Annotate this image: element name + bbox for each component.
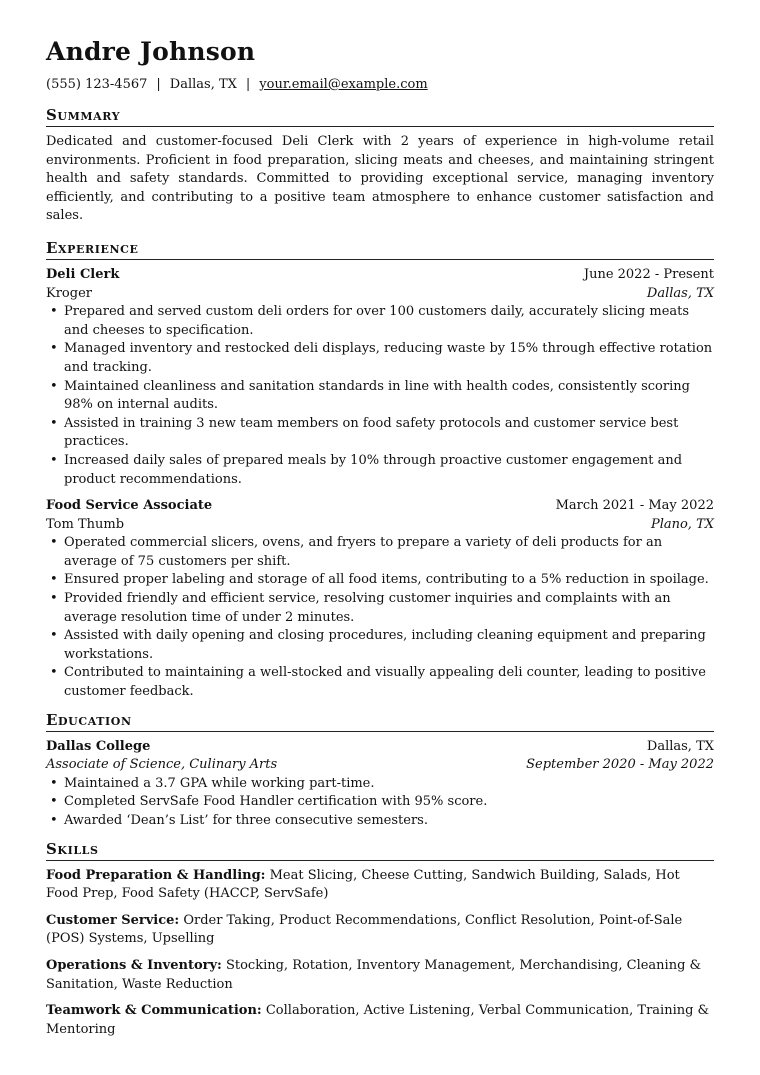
job-bullets bbox=[46, 534, 714, 701]
education-bullets bbox=[46, 775, 714, 831]
job-bullets bbox=[46, 303, 714, 489]
phone-number: (555) 123-4567 bbox=[46, 77, 148, 92]
degree: Associate of Science, Culinary Arts bbox=[46, 757, 278, 773]
skill-item bbox=[46, 1002, 714, 1039]
skill-label: Operations & Inventory: bbox=[46, 957, 222, 973]
list-item: • Completed ServSafe Food Handler certification with 95% score. bbox=[46, 793, 714, 812]
skill-item bbox=[46, 912, 714, 949]
skill-text: Collaboration, Active Listening, Verbal Communication, Training & Mentoring bbox=[46, 1003, 710, 1037]
list-item: • Assisted in training 3 new team members on food safety protocols and customer service best practices. bbox=[46, 415, 714, 452]
summary-section bbox=[46, 105, 714, 226]
list-item: • Operated commercial slicers, ovens, and fryers to prepare a variety of deli products for an average of 75 customers per shift. bbox=[46, 534, 714, 571]
candidate-name: Andre Johnson bbox=[46, 37, 256, 66]
email-link[interactable]: your.email@example.com bbox=[259, 77, 428, 92]
list-item: • Contributed to maintaining a well-stocked and visually appealing deli counter, leading to positive customer feedback. bbox=[46, 664, 714, 701]
job-location: Dallas, TX bbox=[646, 285, 714, 301]
job-header-row bbox=[46, 266, 714, 285]
job-location: Plano, TX bbox=[650, 516, 714, 532]
list-item: • Increased daily sales of prepared meals by 10% through proactive customer engagement and product recommendations. bbox=[46, 452, 714, 489]
contact-line bbox=[46, 76, 714, 94]
contact-separator: | bbox=[245, 77, 251, 92]
section-title-experience: Experience bbox=[46, 238, 714, 260]
job-company: Kroger bbox=[46, 285, 92, 301]
education-subheader-row bbox=[46, 756, 714, 775]
skill-label: Customer Service: bbox=[46, 912, 180, 928]
experience-section bbox=[46, 238, 714, 702]
summary-text: Dedicated and customer-focused Deli Clerk with 2 years of experience in high-volume retail environments. Proficient in food preparation, slicing meats and cheeses, and maintaining stringent health and safety standards. Committed to providing exceptional service, managing inventory efficiently, and contributing to a positive team atmosphere to enhance customer satisfaction and sales. bbox=[46, 134, 714, 224]
list-item: • Ensured proper labeling and storage of all food items, contributing to a 5% reduction in spoilage. bbox=[46, 571, 714, 590]
section-title-summary: Summary bbox=[46, 105, 714, 127]
list-item: • Maintained a 3.7 GPA while working part-time. bbox=[46, 775, 714, 794]
job-dates: June 2022 - Present bbox=[583, 266, 714, 282]
skill-label: Food Preparation & Handling: bbox=[46, 867, 266, 883]
section-title-skills: Skills bbox=[46, 839, 714, 861]
skill-text: Stocking, Rotation, Inventory Management, Merchandising, Cleaning & Sanitation, Waste Reduction bbox=[46, 957, 702, 992]
job-role: Food Service Associate bbox=[46, 498, 213, 514]
list-item: • Prepared and served custom deli orders for over 100 customers daily, accurately slicing meats and cheeses to specification. bbox=[46, 303, 714, 340]
skills-section bbox=[46, 839, 714, 1040]
job-subheader-row bbox=[46, 285, 714, 304]
skill-label: Teamwork & Communication: bbox=[46, 1003, 262, 1019]
contact-separator: | bbox=[156, 77, 161, 92]
education-entry bbox=[46, 738, 714, 831]
job-company: Tom Thumb bbox=[46, 516, 125, 532]
job-header-row bbox=[46, 497, 714, 516]
list-item: • Managed inventory and restocked deli displays, reducing waste by 15% through effective rotation and tracking. bbox=[46, 340, 714, 377]
education-section bbox=[46, 710, 714, 831]
education-header-row bbox=[46, 738, 714, 757]
list-item: • Assisted with daily opening and closing procedures, including cleaning equipment and preparing workstations. bbox=[46, 627, 714, 664]
section-title-education: Education bbox=[46, 710, 714, 732]
school-location: Dallas, TX bbox=[646, 738, 714, 754]
job-role: Deli Clerk bbox=[46, 266, 120, 282]
education-dates: September 2020 - May 2022 bbox=[526, 757, 714, 773]
list-item: • Awarded ‘Dean’s List’ for three consecutive semesters. bbox=[46, 812, 714, 831]
list-item: • Maintained cleanliness and sanitation standards in line with health codes, consistently scoring 98% on internal audits. bbox=[46, 378, 714, 415]
skill-text: Order Taking, Product Recommendations, Conflict Resolution, Point-of-Sale (POS) Systems, Upselling bbox=[46, 912, 683, 947]
school-name: Dallas College bbox=[46, 738, 151, 754]
skill-item bbox=[46, 867, 714, 904]
job-entry bbox=[46, 266, 714, 489]
job-dates: March 2021 - May 2022 bbox=[555, 498, 714, 514]
skill-text: Meat Slicing, Cheese Cutting, Sandwich Building, Salads, Hot Food Prep, Food Safety (HACCP, ServSafe) bbox=[46, 867, 680, 902]
skill-item bbox=[46, 957, 714, 994]
job-entry bbox=[46, 497, 714, 702]
location: Dallas, TX bbox=[169, 77, 237, 92]
list-item: • Provided friendly and efficient service, resolving customer inquiries and complaints with an average resolution time of under 2 minutes. bbox=[46, 590, 714, 627]
job-subheader-row bbox=[46, 516, 714, 535]
